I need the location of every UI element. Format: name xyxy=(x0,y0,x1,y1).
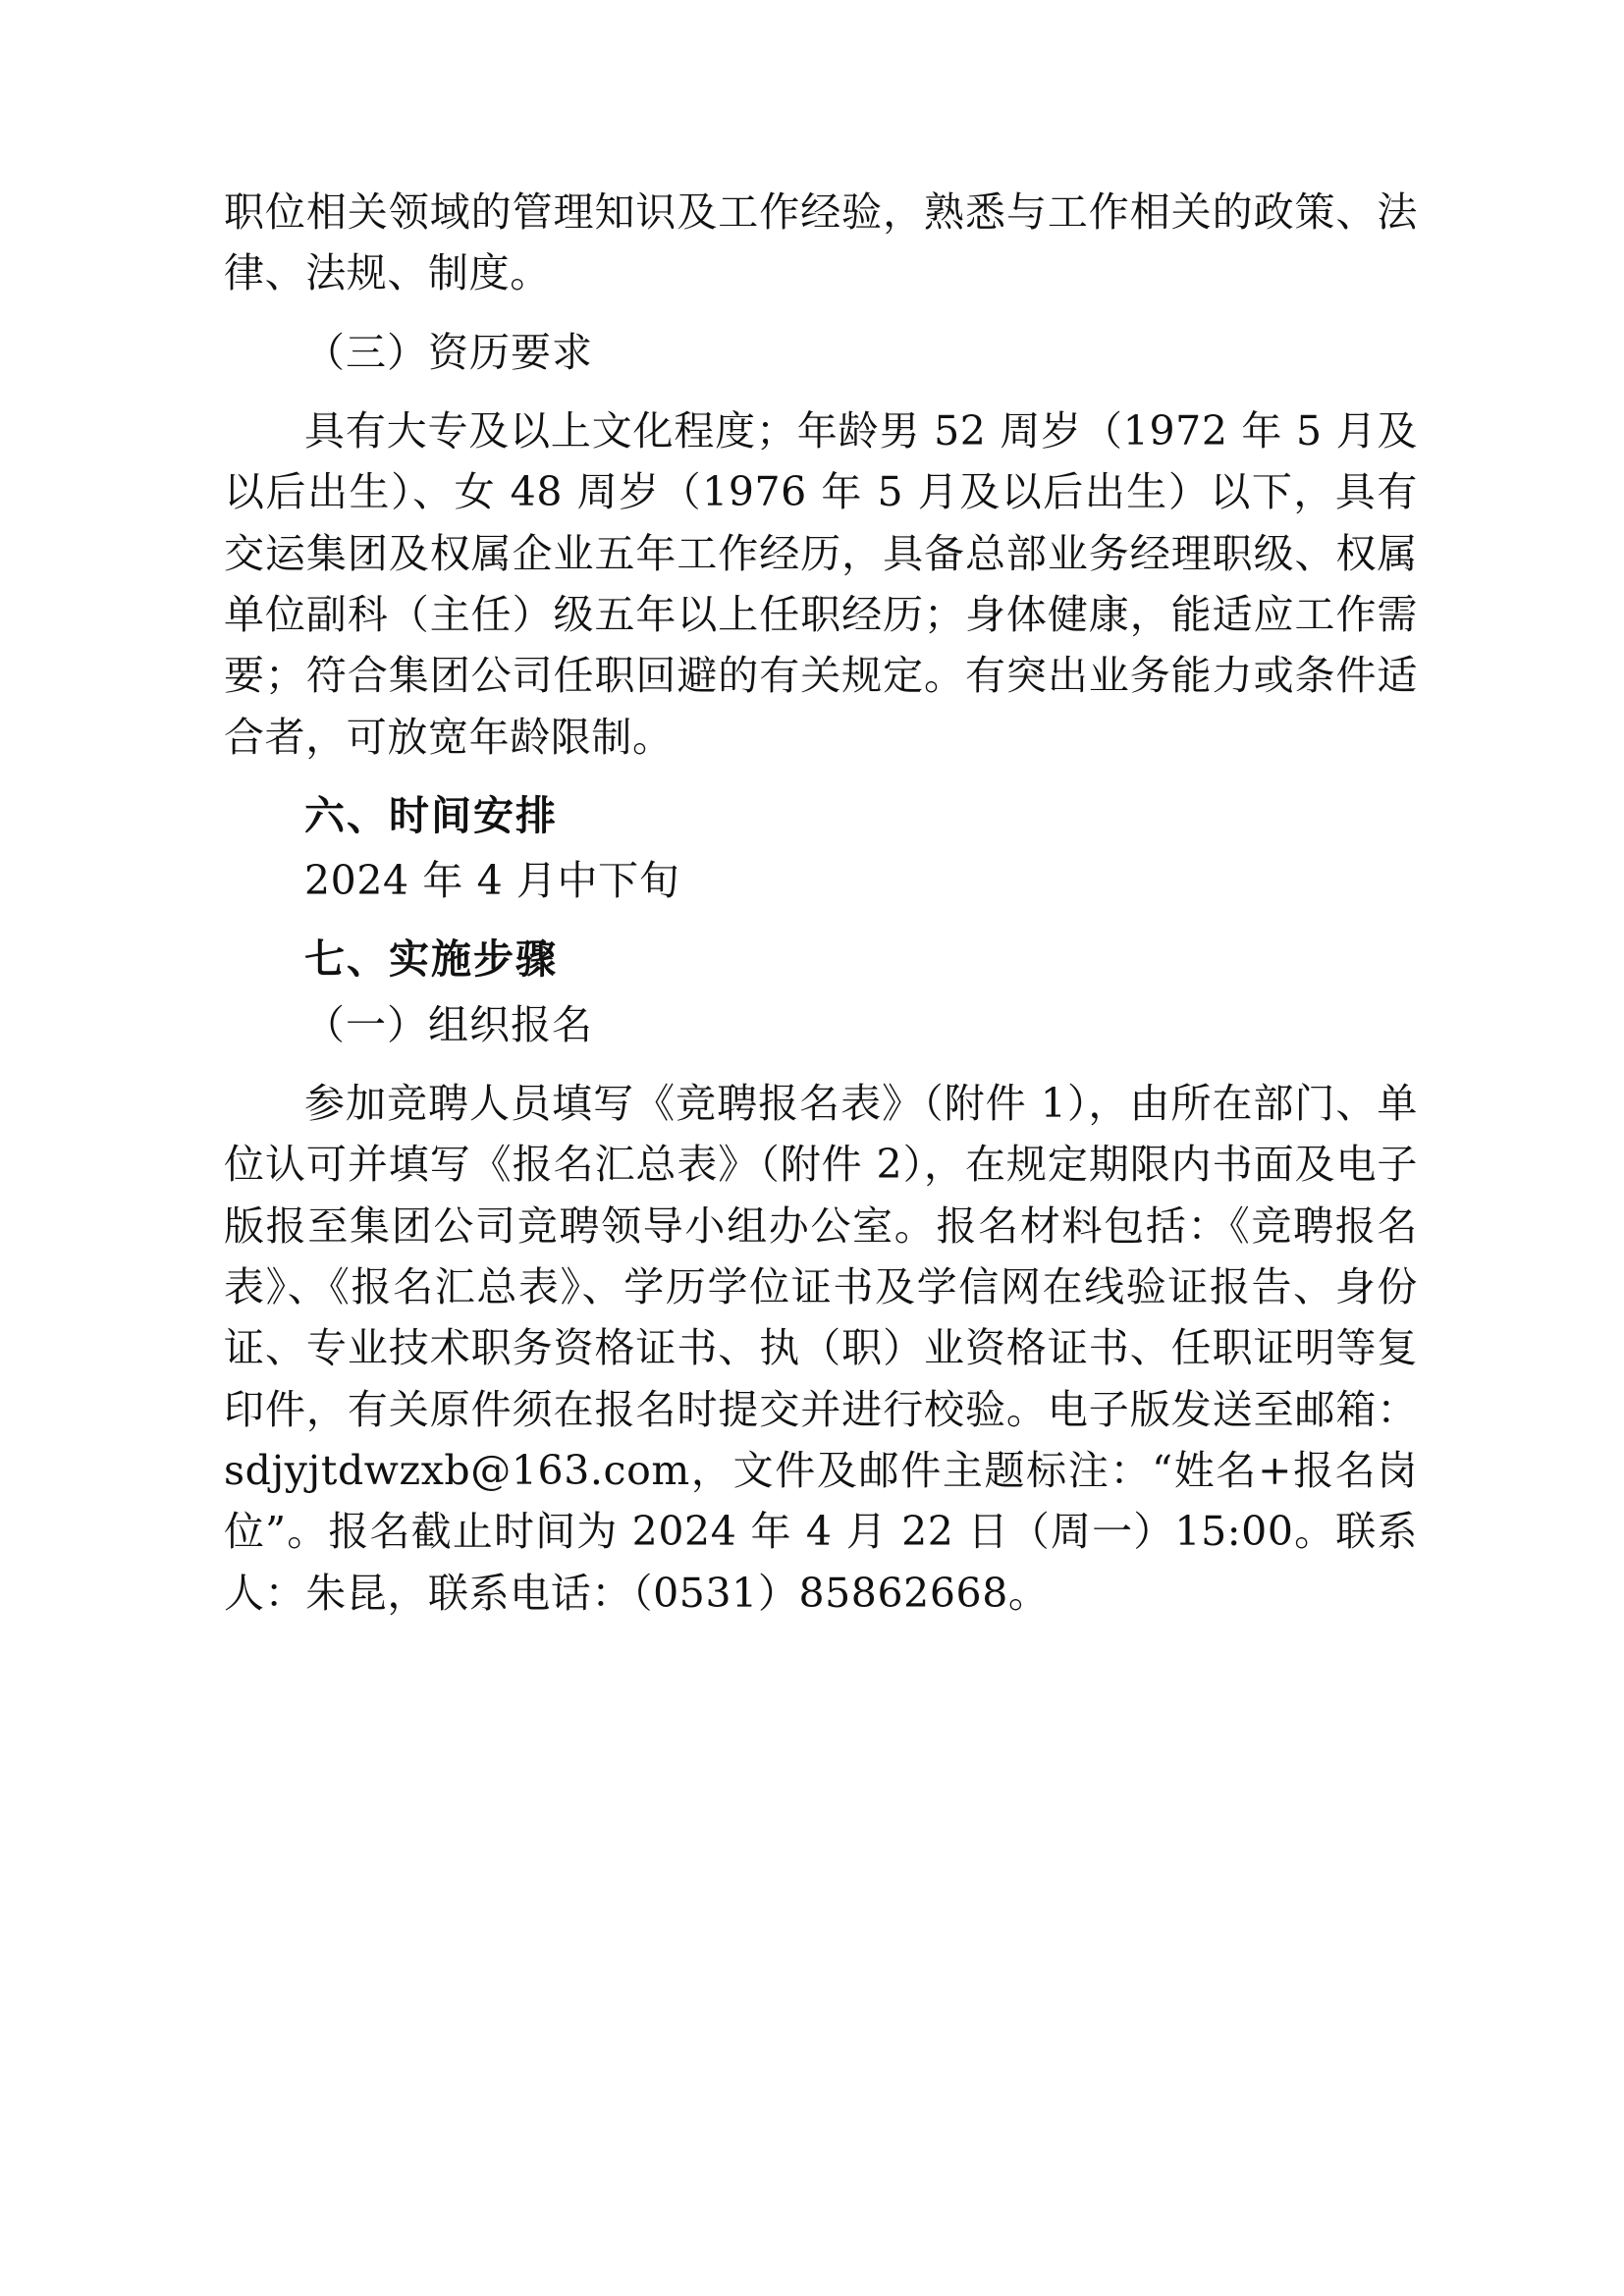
qualification-paragraph: 具有大专及以上文化程度；年龄男 52 周岁（1972 年 5 月及以后出生）、女 48 周岁（1976 年 5 月及以后出生）以下，具有交运集团及权属企业五年工作经历，具备总部业务经理职级、权属单位副科（主任）级五年以上任职经历；身体健康，能适应工作需要；符合集团公司任职回避的有关规定。有突出业务能力或条件适合者，可放宽年龄限制。 xyxy=(224,406,1418,761)
continuation-paragraph: 职位相关领域的管理知识及工作经验，熟悉与工作相关的政策、法律、法规、制度。 xyxy=(224,188,1418,297)
section-6-heading: 六、时间安排 xyxy=(304,791,558,839)
section-7-1-subheading: （一）组织报名 xyxy=(304,1000,593,1048)
registration-paragraph: 参加竞聘人员填写《竞聘报名表》（附件 1），由所在部门、单位认可并填写《报名汇总表》（附件 2），在规定期限内书面及电子版报至集团公司竞聘领导小组办公室。报名材料包括：《竞聘报名表》、《报名汇总表》、学历学位证书及学信网在线验证报告、身份证、专业技术职务资格证书、执（职）业资格证书、任职证明等复印件，有关原件须在报名时提交并进行校验。电子版发送至邮箱：sdjyjtdwzxb@163.com，文件及邮件主题标注：“姓名+报名岗位”。报名截止时间为 2024 年 4 月 22 日（周一）15:00。联系人：朱昆，联系电话：（0531）85862668。 xyxy=(224,1080,1418,1617)
document-body xyxy=(224,182,1418,1624)
schedule-paragraph: 2024 年 4 月中下旬 xyxy=(304,857,680,905)
section-3-subheading: （三）资历要求 xyxy=(304,328,593,376)
section-7-heading: 七、实施步骤 xyxy=(304,935,558,984)
